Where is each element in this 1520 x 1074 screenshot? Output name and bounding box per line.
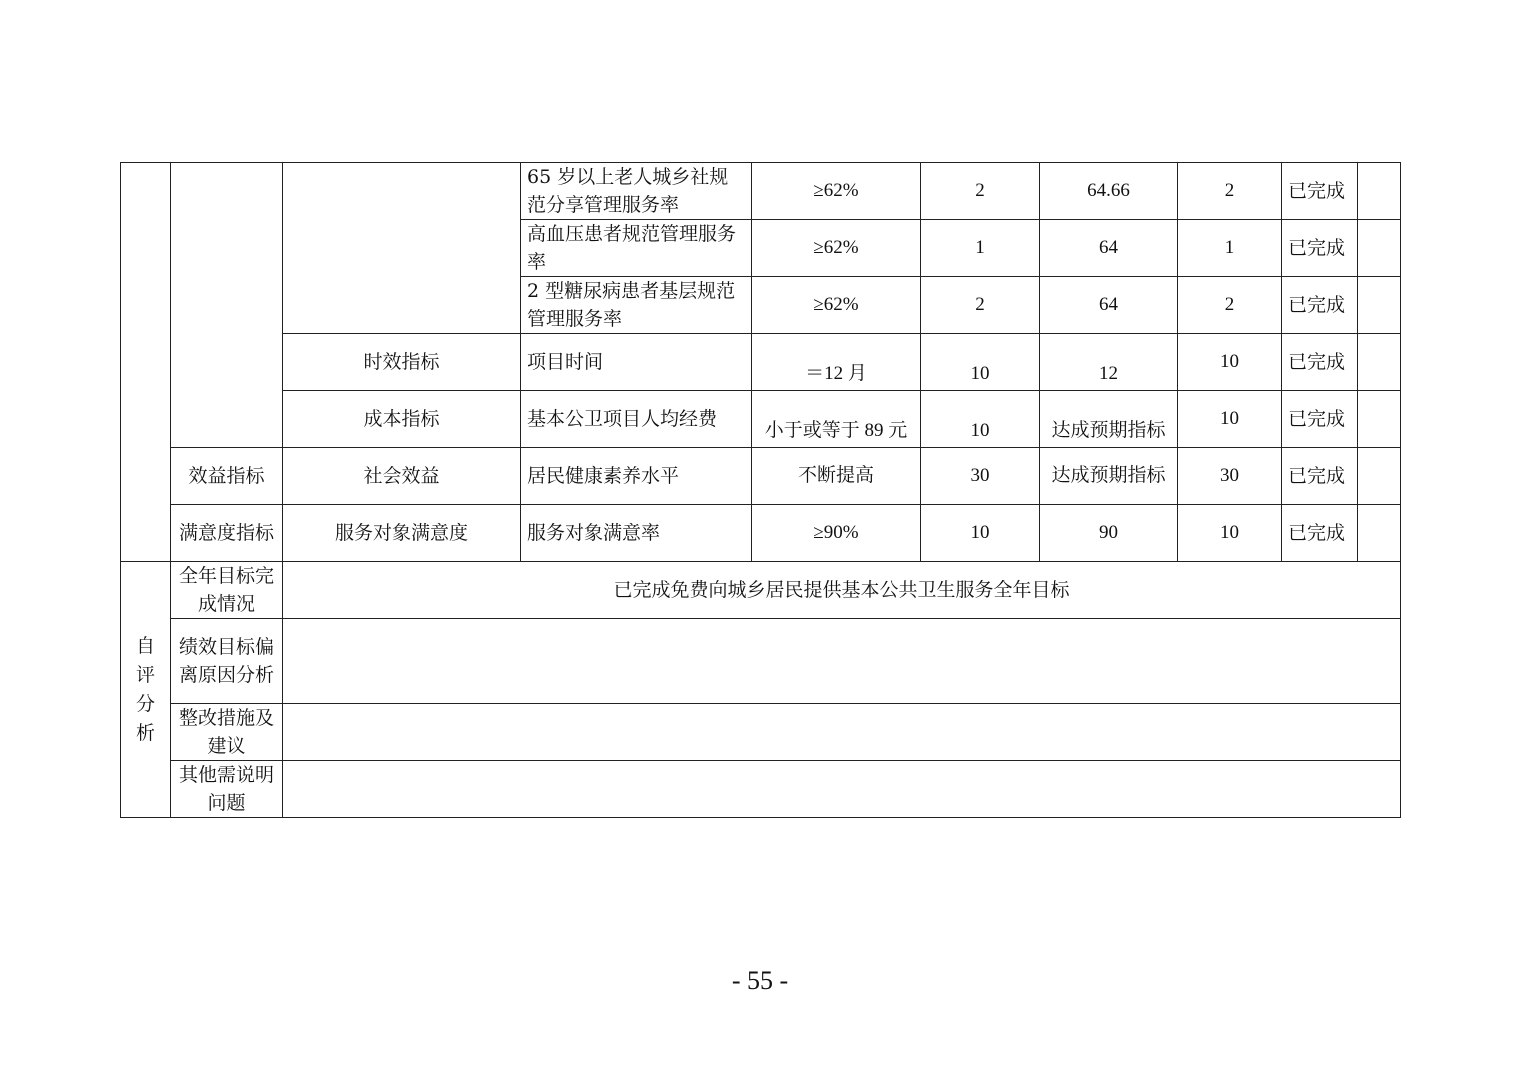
status-cell: 已完成 [1282, 505, 1358, 562]
weight-cell: 10 [921, 505, 1040, 562]
target-cell: ≥90% [752, 505, 921, 562]
status-cell: 已完成 [1282, 448, 1358, 505]
group-label-char: 析 [135, 721, 155, 744]
target-cell: 小于或等于 89 元 [752, 391, 921, 448]
indicator-cell: 65 岁以上老人城乡社规范分享管理服务率 [521, 163, 752, 220]
remark-cell [1358, 220, 1401, 277]
target-cell: ≥62% [752, 220, 921, 277]
self-eval-row [121, 562, 1401, 619]
self-eval-group-label [121, 562, 171, 818]
score-cell: 2 [1178, 277, 1282, 334]
self-eval-content: 已完成免费向城乡居民提供基本公共卫生服务全年目标 [283, 562, 1401, 619]
self-eval-label: 绩效目标偏离原因分析 [171, 619, 283, 704]
group-label-char: 自 [135, 634, 155, 657]
indicator-cell: 基本公卫项目人均经费 [521, 391, 752, 448]
remark-cell [1358, 448, 1401, 505]
indicator-cell: 2 型糖尿病患者基层规范管理服务率 [521, 277, 752, 334]
target-cell: ＝12 月 [752, 334, 921, 391]
target-cell: ≥62% [752, 163, 921, 220]
level2-cell: 社会效益 [283, 448, 521, 505]
remark-cell [1358, 163, 1401, 220]
weight-cell: 30 [921, 448, 1040, 505]
table-row [121, 505, 1401, 562]
level2-cell: 成本指标 [283, 391, 521, 448]
table-row [121, 448, 1401, 505]
target-cell: ≥62% [752, 277, 921, 334]
status-cell: 已完成 [1282, 334, 1358, 391]
score-cell: 10 [1178, 334, 1282, 391]
actual-cell: 64.66 [1040, 163, 1178, 220]
self-eval-row [121, 761, 1401, 818]
group-label-char: 评 [135, 663, 155, 686]
indicator-cell: 高血压患者规范管理服务率 [521, 220, 752, 277]
remark-cell [1358, 334, 1401, 391]
self-eval-content [283, 619, 1401, 704]
table-row [121, 391, 1401, 448]
score-cell: 30 [1178, 448, 1282, 505]
score-cell: 10 [1178, 505, 1282, 562]
actual-cell: 90 [1040, 505, 1178, 562]
remark-cell [1358, 505, 1401, 562]
weight-cell: 1 [921, 220, 1040, 277]
self-eval-label: 整改措施及建议 [171, 704, 283, 761]
level1-cell: 效益指标 [171, 448, 283, 505]
status-cell: 已完成 [1282, 277, 1358, 334]
actual-cell: 12 [1040, 334, 1178, 391]
remark-cell [1358, 391, 1401, 448]
level2-cell: 服务对象满意度 [283, 505, 521, 562]
remark-cell [1358, 277, 1401, 334]
score-cell: 10 [1178, 391, 1282, 448]
status-cell: 已完成 [1282, 391, 1358, 448]
level1-cell: 满意度指标 [171, 505, 283, 562]
weight-cell: 10 [921, 334, 1040, 391]
score-cell: 1 [1178, 220, 1282, 277]
status-cell: 已完成 [1282, 163, 1358, 220]
indicator-cell: 服务对象满意率 [521, 505, 752, 562]
actual-cell: 达成预期指标 [1040, 391, 1178, 448]
self-eval-row [121, 619, 1401, 704]
actual-cell: 64 [1040, 220, 1178, 277]
status-cell: 已完成 [1282, 220, 1358, 277]
performance-table [120, 162, 1401, 818]
indicator-cell: 居民健康素养水平 [521, 448, 752, 505]
weight-cell: 2 [921, 277, 1040, 334]
group-label-char: 分 [135, 692, 155, 715]
level2-cell: 时效指标 [283, 334, 521, 391]
table-row [121, 163, 1401, 220]
score-cell: 2 [1178, 163, 1282, 220]
actual-cell: 64 [1040, 277, 1178, 334]
actual-cell: 达成预期指标 [1040, 448, 1178, 505]
target-cell: 不断提高 [752, 448, 921, 505]
self-eval-label: 全年目标完成情况 [171, 562, 283, 619]
table-row [121, 334, 1401, 391]
blank-cell [121, 163, 171, 562]
page-number: - 55 - [731, 966, 789, 995]
weight-cell: 10 [921, 391, 1040, 448]
blank-cell [171, 163, 283, 448]
self-eval-row [121, 704, 1401, 761]
indicator-cell: 项目时间 [521, 334, 752, 391]
weight-cell: 2 [921, 163, 1040, 220]
blank-cell [283, 163, 521, 334]
self-eval-content [283, 761, 1401, 818]
self-eval-content [283, 704, 1401, 761]
self-eval-label: 其他需说明问题 [171, 761, 283, 818]
